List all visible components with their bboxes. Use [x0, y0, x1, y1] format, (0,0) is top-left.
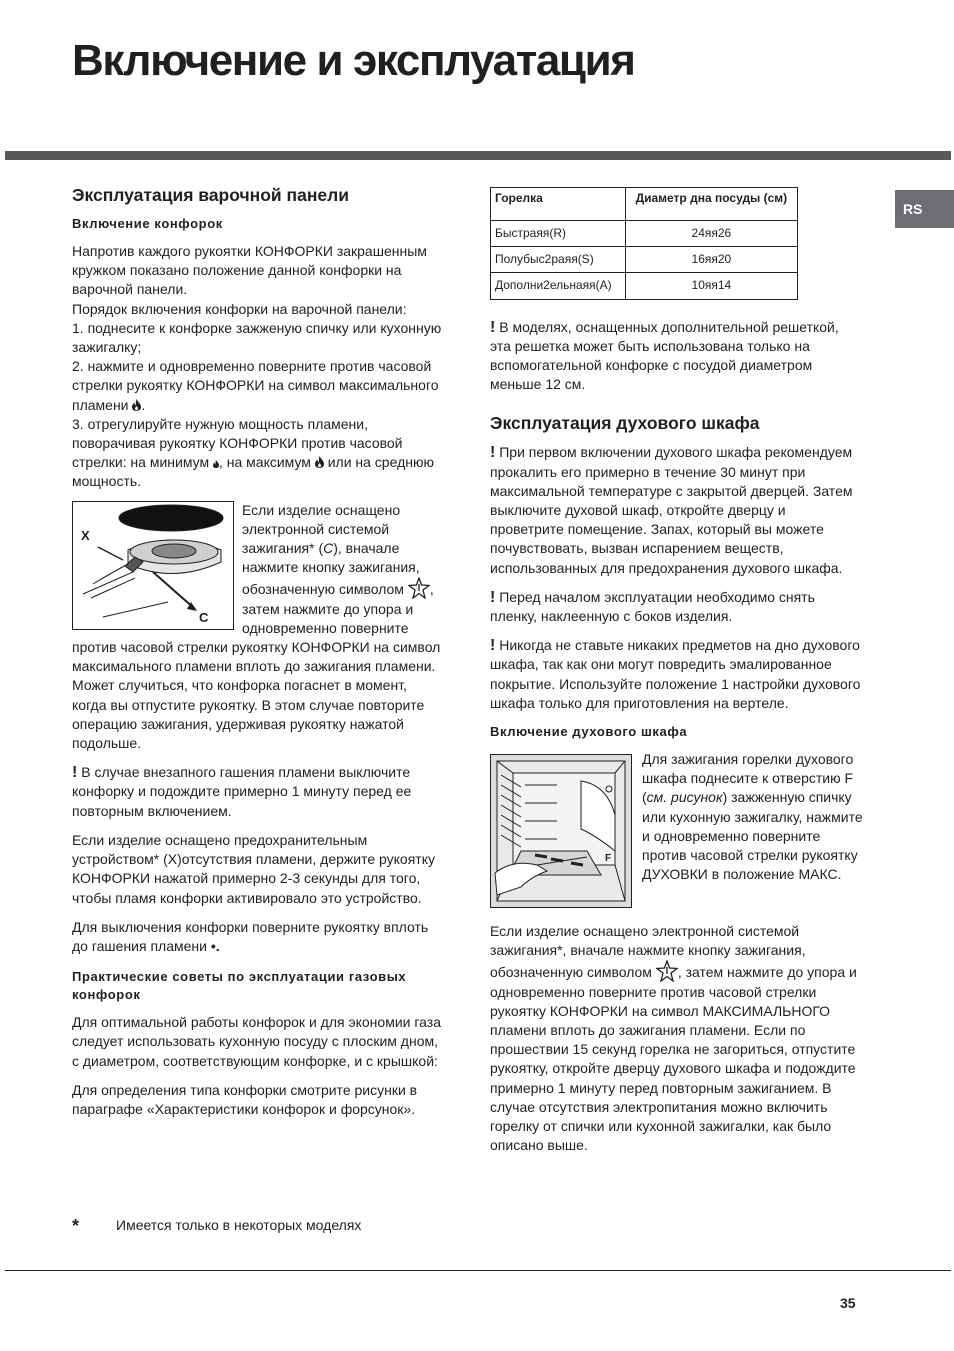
tips-text: Для оптимальной работы конфорок и для экономии газа следует использовать кухонную посуду с плоским дном, с диаметром, соответствующим конфорке, и с крышкой: [72, 1014, 441, 1069]
oven-ignition-block: F Для зажигания горелки духового шкафа поднесите к отверстию F (см. рисунок) зажженную спичку или кухонную зажигалку, нажмите и одновременно поверните против часовой стрелки рукоятку ДУХОВКИ в положение МАКС. [490, 750, 863, 910]
table-row [491, 247, 798, 273]
table-row [491, 273, 798, 299]
diameter-value: 10яя14 [625, 273, 797, 299]
paragraph: Порядок включения конфорки на варочной панели: [72, 300, 407, 317]
oven-electronic-ignition-text: Если изделие оснащено электронной системой зажигания*, вначале нажмите кнопку зажигания, обозначенную символом , затем нажмите до упора и одновременно поверните против часовой стрелки рукоятку КОНФОРКИ на символ МАКСИМАЛЬНОГО пламени вплоть до зажигания пламени. Если по прошествии 15 секунд горелка не загориться, отпустите рукоятку, откройте дверцу духового шкафа и подождите примерно 1 минуту перед повторным зажиганием. В случае отсутствия электропитания можно включить горелку от спички или кухонной зажигалки, как было описано выше. [490, 923, 857, 1154]
oven-ignition-text: Для зажигания горелки духового шкафа поднесите к отверстию F ( [642, 751, 854, 806]
label-f: F [605, 853, 612, 865]
label-c: C [199, 609, 209, 625]
burner-name: Полубыс2раяя(S) [491, 247, 626, 273]
right-column [490, 187, 863, 1166]
enamel-note: ! Никогда не ставьте никаких предметов на дно духового шкафа, так как они могут повредить эмалированное покрытие. Используйте положение 1 настройки духового шкафа только для приготовления на вертеле. [490, 637, 861, 711]
burner-types-text: Для определения типа конфорки смотрите рисунки в параграфе «Характеристики конфорок и форсунок». [72, 1081, 418, 1117]
table-header [491, 188, 798, 221]
diameter-value: 24яя26 [625, 221, 797, 247]
burner-illustration [72, 501, 234, 630]
hob-heading: Эксплуатация варочной панели [72, 185, 350, 205]
step-2: 2. нажмите и одновременно поверните против часовой стрелки рукоятку КОНФОРКИ на символ максимального пламени [72, 358, 439, 413]
max-flame-icon [315, 456, 324, 468]
burner-name: Быстраяя(R) [491, 221, 626, 247]
electronic-ignition-text: Если изделие оснащено электронной системой зажигания* ( [242, 501, 401, 557]
diameter-value: 16яя20 [625, 247, 797, 273]
ignition-star-icon [408, 577, 430, 599]
first-use-note: ! При первом включении духового шкафа рекомендуем прокалить его примерно в течение 30 минут при максимальной температуре с закрытой дверцей. Затем выключите духовой шкаф, откройте дверцу и проветрите помещение. Запах, который вы можете почувствовать, вызван испарением веществ, использованных для предохранения духового шкафа. [490, 444, 853, 576]
film-note: ! Перед началом эксплуатации необходимо снять пленку, наклеенную с боков изделия. [490, 588, 815, 625]
oven-illustration [490, 754, 632, 908]
page-number: 35 [840, 1295, 856, 1311]
flame-out-note: ! В случае внезапного гашения пламени выключите конфорку и подождите примерно 1 минуту перед ее повторным включением. [72, 764, 412, 819]
burner-ignition-subheading: Включение конфорок [72, 216, 223, 231]
page-title: Включение и эксплуатация [72, 36, 635, 85]
footnote-text: Имеется только в некоторых моделях [116, 1217, 362, 1233]
switch-off-text: Для выключения конфорки поверните рукоятку вплоть до гашения пламени •. [72, 918, 429, 954]
header-rule [5, 151, 951, 160]
table-row [491, 221, 798, 247]
ignition-star-icon [656, 960, 678, 982]
burner-table [490, 187, 798, 300]
oven-ignition-subheading: Включение духового шкафа [490, 724, 688, 740]
left-column [72, 184, 444, 1129]
label-x: X [81, 527, 90, 543]
footnote-mark: * [72, 1216, 80, 1236]
column-header: Диаметр дна посуды (см) [625, 188, 797, 221]
oven-heading: Эксплуатация духового шкафа [490, 413, 760, 434]
burner-name: Дополни2ельнаяя(A) [491, 273, 626, 299]
language-tab: RS [895, 190, 954, 228]
safety-device-text: Если изделие оснащено предохранительным устройством* (X)отсутствия пламени, держите рукоятку КОНФОРКИ нажатой примерно 2-3 секунды для того, чтобы пламя конфорки активировало это устройство. [72, 831, 435, 906]
tips-subheading: Практические советы по эксплуатации газовых конфорок [72, 969, 407, 1003]
column-header: Горелка [491, 188, 626, 221]
step-3: 3. отрегулируйте нужную мощность пламени, поворачивая рукоятку КОНФОРКИ против часовой стрелки: на минимум [72, 415, 403, 471]
hob-intro: Напротив каждого рукоятки КОНФОРКИ закрашенным кружком показано положение данной конфорки на варочной панели. Порядок включения конфорки на варочной панели: 1. поднесите к конфорке зажженую спичку или кухонную зажигалку; 2. нажмите и одновременно поверните против часовой стрелки рукоятку КОНФОРКИ на символ максимального пламени . 3. отрегулируйте нужную мощность пламени, поворачивая рукоятку КОНФОРКИ против часовой стрелки: на минимум , на максимум или на среднюю мощность. [72, 243, 442, 490]
step-1: 1. поднесите к конфорке зажженую спичку или кухонную зажигалку; [72, 319, 442, 356]
ignition-block: X C Если изделие оснащено электронной системой зажигания* (C), вначале нажмите кнопку зажигания, обозначенную символом , затем нажмите до упора и одновременно поверните против часовой стрелки рукоятку КОНФОРКИ на символ максимального пламени вплоть до зажигания пламени. Может случиться, что конфорка погаснет в момент, когда вы отпустите рукоятку. В этом случае повторите операцию зажигания, удерживая рукоятку нажатой подольше. [72, 501, 441, 752]
footer-rule [5, 1270, 951, 1271]
paragraph: Напротив каждого рукоятки КОНФОРКИ закрашенным кружком показано положение данной конфорки на варочной панели. [72, 243, 427, 298]
grid-note: ! В моделях, оснащенных дополнительной решеткой, эта решетка может быть использована только на вспомогательной конфорке с посудой диаметром меньше 12 см. [490, 318, 839, 393]
